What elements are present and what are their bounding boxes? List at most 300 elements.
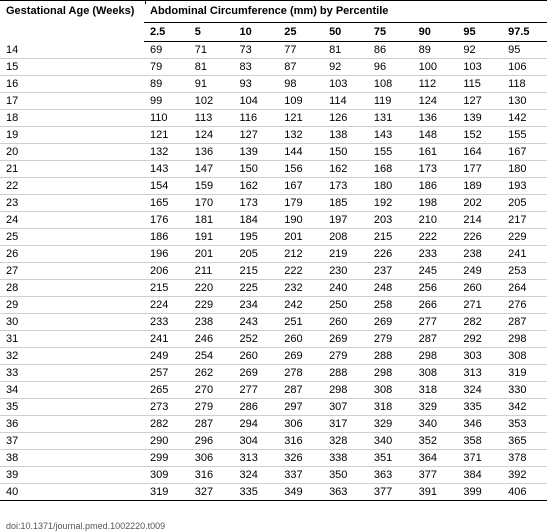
value-cell: 184 — [234, 212, 279, 229]
gestational-age-cell: 32 — [0, 348, 144, 365]
table-row — [0, 178, 547, 195]
value-cell: 150 — [234, 161, 279, 178]
value-cell: 307 — [323, 399, 368, 416]
value-cell: 127 — [234, 127, 279, 144]
value-cell: 224 — [144, 297, 189, 314]
header-row-top — [0, 0, 547, 23]
percentile-header-cell: 50 — [323, 23, 368, 42]
gestational-age-cell: 35 — [0, 399, 144, 416]
value-cell: 186 — [413, 178, 458, 195]
value-cell: 260 — [234, 348, 279, 365]
value-cell: 352 — [413, 433, 458, 450]
value-cell: 250 — [323, 297, 368, 314]
value-cell: 277 — [413, 314, 458, 331]
blank-header-cell — [0, 23, 144, 42]
value-cell: 273 — [144, 399, 189, 416]
value-cell: 167 — [278, 178, 323, 195]
value-cell: 229 — [502, 229, 547, 246]
value-cell: 277 — [234, 382, 279, 399]
value-cell: 215 — [144, 280, 189, 297]
value-cell: 191 — [189, 229, 234, 246]
value-cell: 399 — [457, 484, 502, 501]
value-cell: 278 — [278, 365, 323, 382]
value-cell: 298 — [368, 365, 413, 382]
value-cell: 384 — [457, 467, 502, 484]
value-cell: 313 — [234, 450, 279, 467]
value-cell: 353 — [502, 416, 547, 433]
value-cell: 306 — [278, 416, 323, 433]
value-cell: 220 — [189, 280, 234, 297]
value-cell: 260 — [278, 331, 323, 348]
value-cell: 406 — [502, 484, 547, 501]
value-cell: 205 — [234, 246, 279, 263]
value-cell: 233 — [413, 246, 458, 263]
value-cell: 87 — [278, 59, 323, 76]
value-cell: 337 — [278, 467, 323, 484]
value-cell: 196 — [144, 246, 189, 263]
value-cell: 173 — [413, 161, 458, 178]
value-cell: 392 — [502, 467, 547, 484]
value-cell: 282 — [144, 416, 189, 433]
value-cell: 177 — [457, 161, 502, 178]
value-cell: 206 — [144, 263, 189, 280]
value-cell: 290 — [144, 433, 189, 450]
value-cell: 351 — [368, 450, 413, 467]
value-cell: 229 — [189, 297, 234, 314]
value-cell: 214 — [457, 212, 502, 229]
value-cell: 113 — [189, 110, 234, 127]
value-cell: 299 — [144, 450, 189, 467]
value-cell: 238 — [457, 246, 502, 263]
value-cell: 162 — [234, 178, 279, 195]
value-cell: 132 — [278, 127, 323, 144]
table-row — [0, 144, 547, 161]
percentile-header-cell: 97.5 — [502, 23, 547, 42]
value-cell: 365 — [502, 433, 547, 450]
value-cell: 92 — [323, 59, 368, 76]
value-cell: 287 — [278, 382, 323, 399]
value-cell: 195 — [234, 229, 279, 246]
value-cell: 127 — [457, 93, 502, 110]
value-cell: 139 — [234, 144, 279, 161]
table-row — [0, 93, 547, 110]
group-header: Abdominal Circumference (mm) by Percentile — [144, 0, 547, 23]
value-cell: 242 — [278, 297, 323, 314]
value-cell: 211 — [189, 263, 234, 280]
gestational-age-cell: 34 — [0, 382, 144, 399]
table-row — [0, 59, 547, 76]
gestational-age-cell: 30 — [0, 314, 144, 331]
value-cell: 215 — [234, 263, 279, 280]
value-cell: 154 — [144, 178, 189, 195]
value-cell: 118 — [502, 76, 547, 93]
value-cell: 286 — [234, 399, 279, 416]
value-cell: 294 — [234, 416, 279, 433]
value-cell: 202 — [457, 195, 502, 212]
value-cell: 296 — [189, 433, 234, 450]
value-cell: 180 — [502, 161, 547, 178]
value-cell: 203 — [368, 212, 413, 229]
doi-caption: doi:10.1371/journal.pmed.1002220.t009 — [6, 521, 166, 531]
value-cell: 335 — [457, 399, 502, 416]
value-cell: 287 — [502, 314, 547, 331]
value-cell: 316 — [278, 433, 323, 450]
table-row — [0, 331, 547, 348]
gestational-age-cell: 20 — [0, 144, 144, 161]
value-cell: 119 — [368, 93, 413, 110]
gestational-age-cell: 14 — [0, 42, 144, 59]
value-cell: 73 — [234, 42, 279, 59]
value-cell: 371 — [457, 450, 502, 467]
value-cell: 262 — [189, 365, 234, 382]
gestational-age-cell: 38 — [0, 450, 144, 467]
value-cell: 364 — [413, 450, 458, 467]
value-cell: 86 — [368, 42, 413, 59]
value-cell: 201 — [278, 229, 323, 246]
value-cell: 173 — [323, 178, 368, 195]
value-cell: 287 — [413, 331, 458, 348]
value-cell: 81 — [189, 59, 234, 76]
value-cell: 89 — [144, 76, 189, 93]
value-cell: 138 — [323, 127, 368, 144]
value-cell: 210 — [413, 212, 458, 229]
table-row — [0, 212, 547, 229]
value-cell: 155 — [502, 127, 547, 144]
table-row — [0, 399, 547, 416]
value-cell: 335 — [234, 484, 279, 501]
value-cell: 103 — [323, 76, 368, 93]
value-cell: 377 — [368, 484, 413, 501]
value-cell: 308 — [413, 365, 458, 382]
value-cell: 131 — [368, 110, 413, 127]
table-row — [0, 348, 547, 365]
value-cell: 132 — [144, 144, 189, 161]
value-cell: 318 — [413, 382, 458, 399]
value-cell: 316 — [189, 467, 234, 484]
value-cell: 243 — [234, 314, 279, 331]
value-cell: 110 — [144, 110, 189, 127]
table-row — [0, 450, 547, 467]
gestational-age-cell: 17 — [0, 93, 144, 110]
value-cell: 279 — [368, 331, 413, 348]
value-cell: 192 — [368, 195, 413, 212]
gestational-age-cell: 26 — [0, 246, 144, 263]
value-cell: 346 — [457, 416, 502, 433]
value-cell: 271 — [457, 297, 502, 314]
value-cell: 89 — [413, 42, 458, 59]
value-cell: 241 — [502, 246, 547, 263]
value-cell: 142 — [502, 110, 547, 127]
value-cell: 306 — [189, 450, 234, 467]
value-cell: 143 — [368, 127, 413, 144]
value-cell: 288 — [323, 365, 368, 382]
gestational-age-cell: 25 — [0, 229, 144, 246]
value-cell: 288 — [368, 348, 413, 365]
table-row — [0, 280, 547, 297]
value-cell: 313 — [457, 365, 502, 382]
value-cell: 308 — [368, 382, 413, 399]
value-cell: 114 — [323, 93, 368, 110]
value-cell: 298 — [323, 382, 368, 399]
table-row — [0, 246, 547, 263]
value-cell: 115 — [457, 76, 502, 93]
value-cell: 164 — [457, 144, 502, 161]
value-cell: 269 — [234, 365, 279, 382]
value-cell: 181 — [189, 212, 234, 229]
value-cell: 358 — [457, 433, 502, 450]
row-label-header: Gestational Age (Weeks) — [6, 5, 135, 18]
table-row — [0, 110, 547, 127]
percentile-header-cell: 75 — [368, 23, 413, 42]
gestational-age-cell: 16 — [0, 76, 144, 93]
value-cell: 201 — [189, 246, 234, 263]
gestational-age-cell: 29 — [0, 297, 144, 314]
value-cell: 102 — [189, 93, 234, 110]
value-cell: 144 — [278, 144, 323, 161]
value-cell: 258 — [368, 297, 413, 314]
value-cell: 186 — [144, 229, 189, 246]
value-cell: 282 — [457, 314, 502, 331]
value-cell: 69 — [144, 42, 189, 59]
value-cell: 350 — [323, 467, 368, 484]
value-cell: 248 — [368, 280, 413, 297]
value-cell: 190 — [278, 212, 323, 229]
value-cell: 99 — [144, 93, 189, 110]
value-cell: 147 — [189, 161, 234, 178]
value-cell: 292 — [457, 331, 502, 348]
value-cell: 329 — [368, 416, 413, 433]
value-cell: 79 — [144, 59, 189, 76]
gestational-age-cell: 33 — [0, 365, 144, 382]
value-cell: 126 — [323, 110, 368, 127]
table-row — [0, 229, 547, 246]
value-cell: 340 — [368, 433, 413, 450]
value-cell: 317 — [323, 416, 368, 433]
value-cell: 217 — [502, 212, 547, 229]
value-cell: 100 — [413, 59, 458, 76]
value-cell: 304 — [234, 433, 279, 450]
table-row — [0, 127, 547, 144]
table-row — [0, 42, 547, 59]
value-cell: 121 — [278, 110, 323, 127]
value-cell: 155 — [368, 144, 413, 161]
value-cell: 377 — [413, 467, 458, 484]
value-cell: 303 — [457, 348, 502, 365]
value-cell: 77 — [278, 42, 323, 59]
value-cell: 83 — [234, 59, 279, 76]
table-row — [0, 297, 547, 314]
value-cell: 363 — [323, 484, 368, 501]
gestational-age-cell: 28 — [0, 280, 144, 297]
value-cell: 240 — [323, 280, 368, 297]
value-cell: 251 — [278, 314, 323, 331]
table-row — [0, 161, 547, 178]
value-cell: 260 — [457, 280, 502, 297]
percentile-header-cell: 2.5 — [144, 23, 189, 42]
value-cell: 230 — [323, 263, 368, 280]
value-cell: 233 — [144, 314, 189, 331]
value-cell: 279 — [323, 348, 368, 365]
value-cell: 270 — [189, 382, 234, 399]
value-cell: 116 — [234, 110, 279, 127]
value-cell: 121 — [144, 127, 189, 144]
value-cell: 232 — [278, 280, 323, 297]
value-cell: 148 — [413, 127, 458, 144]
value-cell: 143 — [144, 161, 189, 178]
value-cell: 349 — [278, 484, 323, 501]
table-row — [0, 484, 547, 501]
value-cell: 256 — [413, 280, 458, 297]
gestational-age-cell: 27 — [0, 263, 144, 280]
value-cell: 189 — [457, 178, 502, 195]
table-row — [0, 314, 547, 331]
value-cell: 168 — [368, 161, 413, 178]
value-cell: 287 — [189, 416, 234, 433]
value-cell: 130 — [502, 93, 547, 110]
value-cell: 260 — [323, 314, 368, 331]
value-cell: 319 — [144, 484, 189, 501]
value-cell: 318 — [368, 399, 413, 416]
value-cell: 81 — [323, 42, 368, 59]
value-cell: 298 — [502, 331, 547, 348]
gestational-age-cell: 22 — [0, 178, 144, 195]
value-cell: 252 — [234, 331, 279, 348]
value-cell: 238 — [189, 314, 234, 331]
value-cell: 208 — [323, 229, 368, 246]
value-cell: 338 — [323, 450, 368, 467]
value-cell: 326 — [278, 450, 323, 467]
value-cell: 329 — [413, 399, 458, 416]
value-cell: 106 — [502, 59, 547, 76]
table-row — [0, 467, 547, 484]
value-cell: 324 — [234, 467, 279, 484]
value-cell: 219 — [323, 246, 368, 263]
gestational-age-cell: 23 — [0, 195, 144, 212]
gestational-age-cell: 40 — [0, 484, 144, 501]
table-row — [0, 433, 547, 450]
value-cell: 124 — [189, 127, 234, 144]
percentile-header-cell: 95 — [457, 23, 502, 42]
percentile-header-cell: 10 — [234, 23, 279, 42]
value-cell: 161 — [413, 144, 458, 161]
value-cell: 330 — [502, 382, 547, 399]
value-cell: 103 — [457, 59, 502, 76]
value-cell: 136 — [413, 110, 458, 127]
value-cell: 249 — [144, 348, 189, 365]
value-cell: 215 — [368, 229, 413, 246]
value-cell: 139 — [457, 110, 502, 127]
value-cell: 71 — [189, 42, 234, 59]
gestational-age-cell: 37 — [0, 433, 144, 450]
value-cell: 185 — [323, 195, 368, 212]
value-cell: 241 — [144, 331, 189, 348]
table-row — [0, 382, 547, 399]
percentile-header-cell: 5 — [189, 23, 234, 42]
value-cell: 124 — [413, 93, 458, 110]
value-cell: 297 — [278, 399, 323, 416]
value-cell: 328 — [323, 433, 368, 450]
value-cell: 257 — [144, 365, 189, 382]
value-cell: 98 — [278, 76, 323, 93]
table-row — [0, 263, 547, 280]
value-cell: 309 — [144, 467, 189, 484]
gestational-age-cell: 31 — [0, 331, 144, 348]
value-cell: 162 — [323, 161, 368, 178]
value-cell: 276 — [502, 297, 547, 314]
value-cell: 225 — [234, 280, 279, 297]
value-cell: 264 — [502, 280, 547, 297]
gestational-age-cell: 21 — [0, 161, 144, 178]
value-cell: 197 — [323, 212, 368, 229]
gestational-age-cell: 15 — [0, 59, 144, 76]
value-cell: 319 — [502, 365, 547, 382]
value-cell: 226 — [457, 229, 502, 246]
value-cell: 112 — [413, 76, 458, 93]
value-cell: 165 — [144, 195, 189, 212]
value-cell: 269 — [368, 314, 413, 331]
value-cell: 363 — [368, 467, 413, 484]
value-cell: 253 — [502, 263, 547, 280]
value-cell: 269 — [278, 348, 323, 365]
table-body — [0, 42, 547, 501]
value-cell: 108 — [368, 76, 413, 93]
value-cell: 104 — [234, 93, 279, 110]
value-cell: 342 — [502, 399, 547, 416]
gestational-age-cell: 24 — [0, 212, 144, 229]
value-cell: 180 — [368, 178, 413, 195]
value-cell: 245 — [413, 263, 458, 280]
value-cell: 327 — [189, 484, 234, 501]
gestational-age-cell: 36 — [0, 416, 144, 433]
value-cell: 222 — [413, 229, 458, 246]
value-cell: 237 — [368, 263, 413, 280]
table-row — [0, 76, 547, 93]
value-cell: 279 — [189, 399, 234, 416]
value-cell: 378 — [502, 450, 547, 467]
gestational-age-cell: 39 — [0, 467, 144, 484]
value-cell: 109 — [278, 93, 323, 110]
value-cell: 93 — [234, 76, 279, 93]
value-cell: 212 — [278, 246, 323, 263]
value-cell: 298 — [413, 348, 458, 365]
value-cell: 95 — [502, 42, 547, 59]
value-cell: 324 — [457, 382, 502, 399]
value-cell: 198 — [413, 195, 458, 212]
value-cell: 170 — [189, 195, 234, 212]
gestational-age-cell: 19 — [0, 127, 144, 144]
value-cell: 179 — [278, 195, 323, 212]
value-cell: 173 — [234, 195, 279, 212]
value-cell: 308 — [502, 348, 547, 365]
table-row — [0, 416, 547, 433]
value-cell: 249 — [457, 263, 502, 280]
value-cell: 222 — [278, 263, 323, 280]
value-cell: 193 — [502, 178, 547, 195]
table-row — [0, 195, 547, 212]
value-cell: 340 — [413, 416, 458, 433]
value-cell: 167 — [502, 144, 547, 161]
value-cell: 159 — [189, 178, 234, 195]
value-cell: 246 — [189, 331, 234, 348]
value-cell: 91 — [189, 76, 234, 93]
value-cell: 265 — [144, 382, 189, 399]
percentile-header-cell: 90 — [413, 23, 458, 42]
value-cell: 96 — [368, 59, 413, 76]
value-cell: 226 — [368, 246, 413, 263]
value-cell: 391 — [413, 484, 458, 501]
value-cell: 269 — [323, 331, 368, 348]
percentile-header-cell: 25 — [278, 23, 323, 42]
